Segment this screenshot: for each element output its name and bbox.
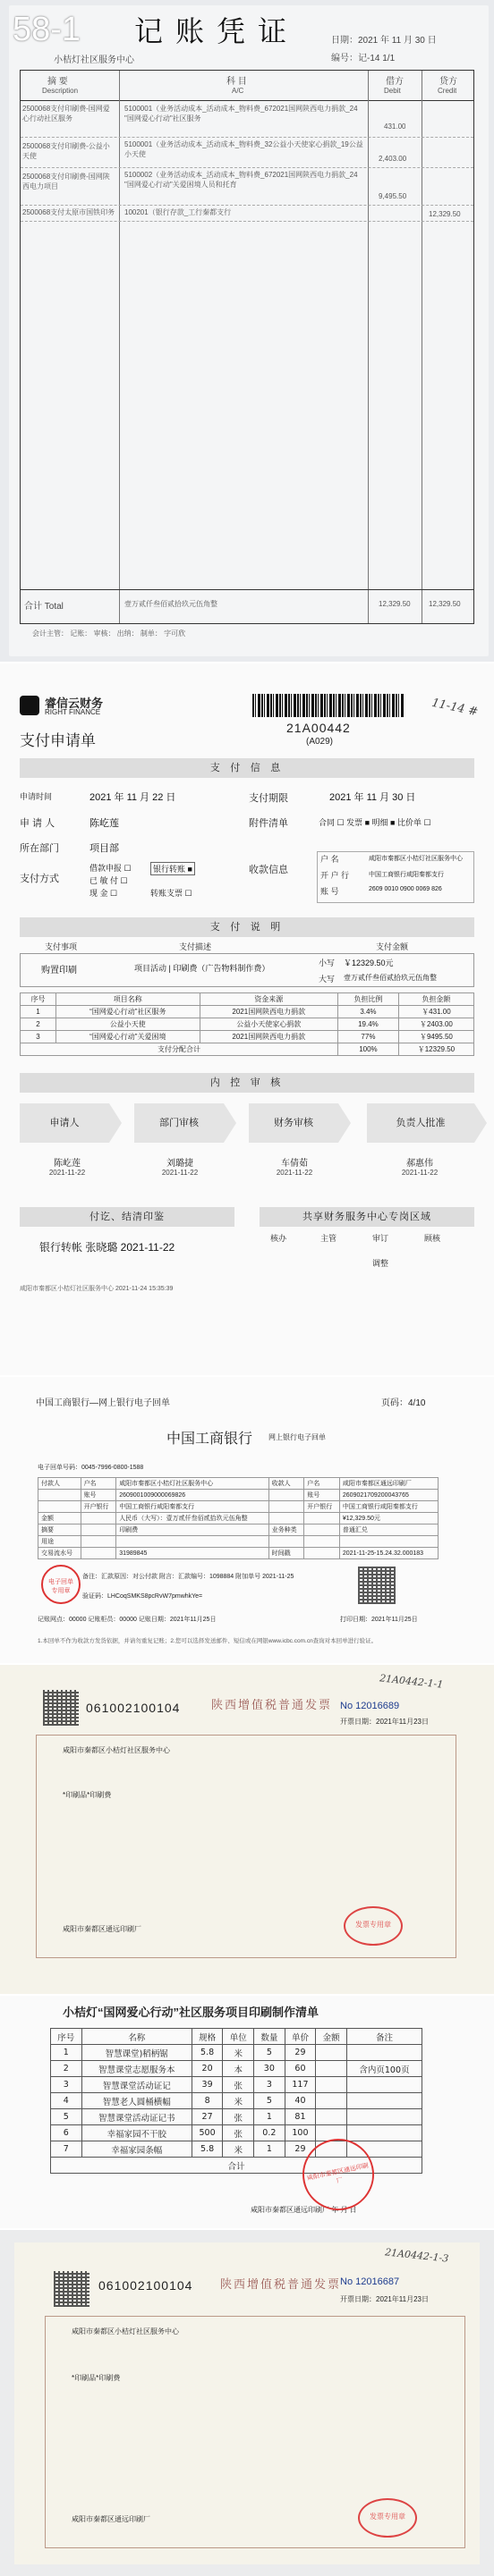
invoice-2-code: 061002100104 xyxy=(98,2278,193,2293)
desc-head-desc: 支付描述 xyxy=(179,942,212,951)
bank-page-no: 页码：4/10 xyxy=(381,1398,426,1408)
dept-label: 所在部门 xyxy=(20,843,59,854)
bank-receipt-no: 电子回单号码：0045-7996-0800-1588 xyxy=(38,1465,144,1471)
signer-1: 陈屹莲 2021-11-22 xyxy=(48,1159,86,1177)
materials-row: 4 智慧老人圆桶横幅 8 米 5 40 xyxy=(51,2093,422,2109)
row-4-credit: 12,329.50 xyxy=(429,210,461,218)
share-label: 共享财务服务中心专岗区域 xyxy=(260,1207,474,1227)
signer-2: 刘璐捷 2021-11-22 xyxy=(161,1159,199,1177)
bank-verify: 验证码：LHCoqSMKS8pcRvW7pmwhkYe= xyxy=(82,1593,203,1600)
method-3: 现 金 ☐ xyxy=(89,889,118,898)
invoice-1-page xyxy=(0,1665,494,1994)
bank-row: 金额 人民币（大写）：壹万贰仟叁佰贰拾玖元伍角整 ¥12,329.50元 xyxy=(38,1513,439,1524)
materials-row: 3 智慧课堂活动证记 39 张 3 117 xyxy=(51,2077,422,2093)
invoice-2-buyer: 咸阳市秦都区小桔灯社区服务中心 xyxy=(72,2327,179,2335)
barcode-text: 21A00442 xyxy=(286,721,351,735)
invoice-2-seller: 咸阳市秦都区通远印刷厂 xyxy=(72,2515,150,2523)
payee-name-label: 户 名 xyxy=(320,855,339,864)
print-note: 咸阳市秦都区小桔灯社区服务中心 2021-11-24 15:35:39 xyxy=(20,1286,174,1292)
share-role-0: 核办 xyxy=(270,1234,287,1243)
apply-date: 2021 年 11 月 22 日 xyxy=(89,792,176,803)
row-4-desc: 2500068支付太原市国铁印务 xyxy=(22,208,115,216)
bank-row: 付款人 户名 咸阳市秦都区小桔灯社区服务中心 收款人 户名 咸阳市秦都区通远印刷厂 xyxy=(38,1478,439,1490)
header-account: 科 目 xyxy=(226,77,247,87)
applicant: 陈屹莲 xyxy=(89,818,119,829)
bank-title-sub: 网上银行电子回单 xyxy=(268,1433,326,1441)
brand-name: 睿信云财务 xyxy=(45,697,104,710)
invoice-1-buyer: 咸阳市秦都区小桔灯社区服务中心 xyxy=(63,1746,170,1754)
section-desc: 支 付 说 明 xyxy=(20,917,474,937)
total-words: 壹万贰仟叁佰贰拾玖元伍角整 xyxy=(124,600,217,608)
payee-name: 咸阳市秦都区小桔灯社区服务中心 xyxy=(369,856,463,862)
total-label: 合计 Total xyxy=(24,602,64,612)
bank-row: 交易流水号 31989845 时间戳 2021-11-25-15.24.32.000183 xyxy=(38,1548,439,1559)
flow-applicant: 申请人 xyxy=(20,1103,109,1143)
alloc-h4: 负担金额 xyxy=(398,993,473,1006)
share-role-3: 顾核 xyxy=(424,1234,441,1243)
row-3-desc: 2500068支付印刷费-国网陕西电力项目 xyxy=(22,173,110,190)
barcode-sub: (A029) xyxy=(306,737,334,747)
pay-date-label: 支付期限 xyxy=(249,793,288,804)
invoice-2-no: No 12016687 xyxy=(340,2276,400,2287)
alloc-row: 1 “国网爱心行动”社区服务 2021国网陕西电力捐款 3.4% ￥431.00 xyxy=(21,1006,474,1018)
invoice-2-item: *印刷品*印刷费 xyxy=(72,2374,121,2382)
invoice-1-stamp: 发票专用章 xyxy=(344,1906,403,1946)
bank-bottom-left: 记账网点：00000 记账柜员：00000 记账日期：2021年11月25日 xyxy=(38,1617,217,1623)
header-debit-en: Debit xyxy=(384,87,401,95)
voucher-footer: 会计主管： 记账： 审核： 出纳： 制单： 字可欣 xyxy=(32,629,186,638)
voucher-title: 记账凭证 xyxy=(134,14,300,48)
alloc-total-amt: ￥12329.50 xyxy=(398,1043,473,1056)
method-4: 转账支票 ☐ xyxy=(150,889,192,898)
invoice-2-handwriting: 21A0442-1-3 xyxy=(384,2246,449,2265)
voucher-date: 日期：2021 年 11 月 30 日 xyxy=(331,36,437,46)
pay-date: 2021 年 11 月 30 日 xyxy=(329,792,416,803)
brand-name-en: RIGHT FINANCE xyxy=(45,708,101,716)
alloc-h1: 项目名称 xyxy=(56,993,200,1006)
materials-stamp: 咸阳市秦都区通远印刷厂 xyxy=(296,2133,381,2217)
allocation-table xyxy=(20,992,474,1056)
method-0: 借款申报 ☐ xyxy=(89,864,132,873)
bank-title: 中国工商银行 xyxy=(166,1432,253,1447)
header-account-en: A/C xyxy=(232,87,244,95)
flow-approver: 负责人批准 xyxy=(367,1103,474,1143)
desc-head-item: 支付事项 xyxy=(45,942,78,951)
share-role-2: 审订 xyxy=(372,1234,389,1243)
header-credit-en: Credit xyxy=(438,87,457,95)
voucher-tag: 58-1 xyxy=(13,11,81,48)
invoice-2-qr xyxy=(54,2271,89,2307)
payee-bank: 中国工商银行咸阳秦都支行 xyxy=(369,872,444,878)
invoice-1-code: 061002100104 xyxy=(86,1701,181,1715)
pay-stamp-label: 付讫、结清印鉴 xyxy=(20,1207,234,1227)
amount-big: 壹万贰仟叁佰贰拾玖元伍角整 xyxy=(344,974,437,982)
amount-big-label: 大写 xyxy=(319,975,336,984)
materials-row: 5 智慧课堂活动证记书 27 张 1 81 xyxy=(51,2109,422,2125)
invoice-2-date: 开票日期：2021年11月23日 xyxy=(340,2295,429,2303)
invoice-1-seller: 咸阳市秦都区通远印刷厂 xyxy=(63,1925,141,1933)
alloc-h0: 序号 xyxy=(21,993,56,1006)
invoice-1-item: *印刷品*印刷费 xyxy=(63,1791,112,1799)
alloc-total-label: 支付分配合计 xyxy=(21,1043,338,1056)
method-2: 已 敏 付 ☐ xyxy=(89,876,128,885)
share-role-1: 主管 xyxy=(320,1234,337,1243)
payee-acct: 2609 0010 0900 0069 826 xyxy=(369,886,442,892)
bank-extra: 备注：汇款原因：对公付款 附言：汇款编号：1098884 附加单号 2021-11-25 xyxy=(82,1574,294,1580)
bank-qr-code xyxy=(358,1567,396,1604)
materials-total-label: 合计 xyxy=(51,2158,422,2174)
handwritten-note: 11-14 # xyxy=(430,696,480,720)
alloc-h3: 负担比例 xyxy=(338,993,399,1006)
invoice-1-handwriting: 21A0442-1-1 xyxy=(379,1672,444,1691)
voucher-unit: 小桔灯社区服务中心 xyxy=(54,55,134,65)
dept: 项目部 xyxy=(89,843,119,854)
materials-list-page xyxy=(0,1996,494,2228)
signer-3: 车倩茹 2021-11-22 xyxy=(276,1159,313,1177)
materials-seller: 咸阳市秦都区通远印刷厂 年 月 日 xyxy=(251,2206,357,2214)
apply-date-label: 申请时间 xyxy=(20,792,53,801)
flow-finance-review: 财务审核 xyxy=(249,1103,338,1143)
invoice-1-title: 陕西增值税普通发票 xyxy=(211,1699,333,1712)
form-title: 支付申请单 xyxy=(20,732,96,749)
bank-row: 账号 2609001009000069826 账号 2609021709200043765 xyxy=(38,1490,439,1501)
section-info: 支 付 信 息 xyxy=(20,758,474,778)
row-4-account: 100201（银行存款_工行秦都支行 xyxy=(124,208,232,216)
row-2-desc: 2500068支付印刷费-公益小天使 xyxy=(22,142,110,160)
section-review: 内 控 审 核 xyxy=(20,1073,474,1093)
amount-small-label: 小写 xyxy=(319,959,336,967)
invoice-2-page xyxy=(0,2230,494,2576)
materials-row: 2 智慧课堂志愿服务本 20 本 30 60 含内页100页 xyxy=(51,2061,422,2077)
desc-text: 项目活动 | 印刷费（广告物料制作费） xyxy=(134,964,270,973)
materials-row: 6 幸福家园不干胶 500 张 0.2 100 xyxy=(51,2125,422,2141)
applicant-label: 申 请 人 xyxy=(20,818,55,829)
bank-row: 用途 xyxy=(38,1536,439,1548)
row-1-debit: 431.00 xyxy=(384,122,406,131)
voucher-number: 编号：记-14 1/1 xyxy=(331,54,396,63)
invoice-1-no: No 12016689 xyxy=(340,1701,400,1711)
total-debit: 12,329.50 xyxy=(379,600,411,608)
invoice-1-date: 开票日期：2021年11月23日 xyxy=(340,1718,429,1726)
bank-row: 摘要 印刷费 业务种类 普通汇兑 xyxy=(38,1524,439,1536)
row-2-debit: 2,403.00 xyxy=(379,155,407,163)
bank-seal: 电子回单 专用章 xyxy=(41,1565,81,1604)
row-1-desc: 2500068支付印刷费-国网爱心行动社区服务 xyxy=(22,105,110,122)
voucher-page xyxy=(0,0,494,662)
barcode xyxy=(252,694,405,717)
attach-label: 附件清单 xyxy=(249,818,288,829)
materials-title: 小桔灯“国网爱心行动”社区服务项目印刷制作清单 xyxy=(63,2006,319,2019)
header-debit: 借方 xyxy=(386,77,404,87)
header-desc-en: Description xyxy=(42,87,79,95)
total-credit: 12,329.50 xyxy=(429,600,461,608)
voucher-table xyxy=(20,70,474,624)
materials-table: 序号 名称 规格 单位 数量 单价 金额 备注 1 智慧课堂)稻柄锯 5.8 米 5 29 2 智慧课堂志愿服务本 20 本 30 60 含内页100页 3 智慧课堂活动证记 39 张 3 117 4 智慧老人圆桶横幅 8 米 5 40 5 智慧课堂活动证记书 27 张 1 81 6 幸福家园不干胶 500 张 0.2 100 7 幸福家园条幅 5.8 米 1 29 合计 xyxy=(50,2028,422,2174)
alloc-row: 3 “国网爱心行动”关爱困境 2021国网陕西电力捐款 77% ￥9495.50 xyxy=(21,1031,474,1043)
materials-row: 1 智慧课堂)稻柄锯 5.8 米 5 29 xyxy=(51,2045,422,2061)
payment-form-page xyxy=(0,663,494,1375)
row-3-account: 5100002（业务活动成本_活动成本_物料费_672021国网陕西电力捐款_24 "国网爱心行动"关爱困境人员和托育 xyxy=(124,171,358,189)
payee-acct-label: 账 号 xyxy=(320,887,339,896)
invoice-2-stamp: 发票专用章 xyxy=(358,2498,417,2538)
invoice-1-qr xyxy=(43,1690,79,1726)
bank-header-note: 中国工商银行—网上银行电子回单 xyxy=(36,1398,170,1408)
header-credit: 贷方 xyxy=(439,77,457,87)
voucher-table-header xyxy=(21,71,473,101)
bank-row: 开户银行 中国工商银行咸阳秦都支行 开户银行 中国工商银行咸阳秦都支行 xyxy=(38,1501,439,1513)
payee-bank-label: 开 户 行 xyxy=(320,871,350,880)
desc-head-amount: 支付金额 xyxy=(376,942,409,951)
materials-row: 7 幸福家园条幅 5.8 米 1 29 xyxy=(51,2141,422,2158)
desc-item: 购置印刷 xyxy=(41,966,77,976)
alloc-row: 2 公益小天使 公益小天使家心捐款 19.4% ￥2403.00 xyxy=(21,1018,474,1031)
header-desc: 摘 要 xyxy=(47,77,68,87)
row-3-debit: 9,495.50 xyxy=(379,192,407,200)
share-extra: 调整 xyxy=(372,1259,389,1268)
invoice-2-title: 陕西增值税普通发票 xyxy=(220,2278,342,2292)
bank-receipt-page xyxy=(0,1377,494,1663)
bank-bottom-right: 打印日期：2021年11月25日 xyxy=(340,1617,418,1623)
signer-4: 郝惠伟 2021-11-22 xyxy=(401,1159,439,1177)
method-label: 支付方式 xyxy=(20,874,59,884)
flow-dept-review: 部门审核 xyxy=(134,1103,224,1143)
row-1-account: 5100001（业务活动成本_活动成本_物料费_672021国网陕西电力捐款_24 "国网爱心行动"社区服务 xyxy=(124,105,358,122)
pay-stamp: 银行转帐 张晓璐 2021-11-22 xyxy=(39,1241,175,1254)
attach-opts: 合同 ☐ 发票 ■ 明细 ■ 比价单 ☐ xyxy=(319,818,431,827)
row-2-account: 5100001（业务活动成本_活动成本_物料费_32公益小天使家心捐款_19公益小天使 xyxy=(124,140,363,158)
amount-small: ￥12329.50元 xyxy=(344,959,394,967)
alloc-total-pct: 100% xyxy=(338,1043,399,1056)
alloc-h2: 资金来源 xyxy=(200,993,337,1006)
bank-table xyxy=(38,1477,439,1559)
bank-notes: 1.本回单不作为收款方发货依据，并请勿重复记账；2.您可以选择发送邮件、短信或在网银www.icbc.com.cn查询对本回单进行验证。 xyxy=(38,1638,378,1644)
brand-logo-icon xyxy=(20,696,39,715)
method-1: 银行转账 ■ xyxy=(150,862,195,875)
payee-label: 收款信息 xyxy=(249,865,288,875)
